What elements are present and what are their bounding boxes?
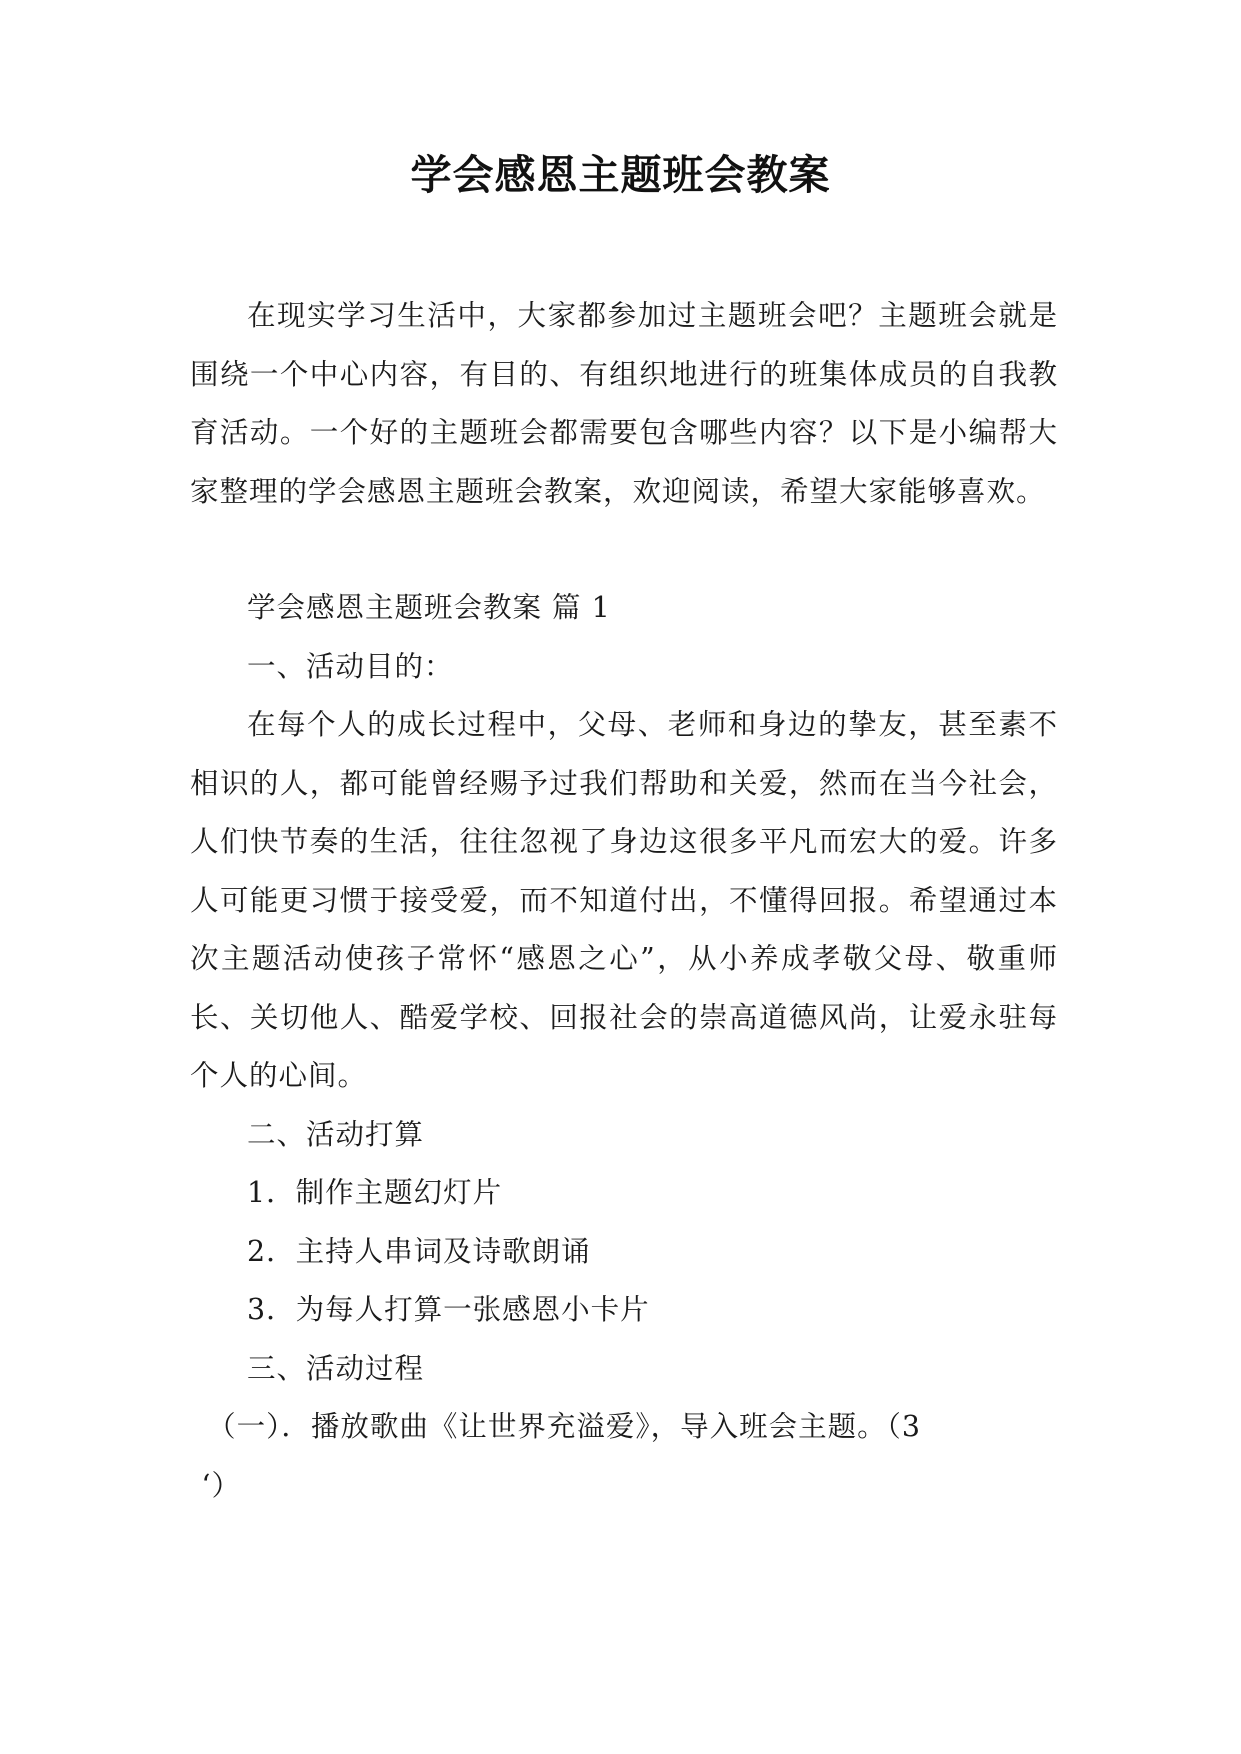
intro-paragraph: 在现实学习生活中，大家都参加过主题班会吧？主题班会就是围绕一个中心内容，有目的、有组织地进行的班集体成员的自我教育活动。一个好的主题班会都需要包含哪些内容？以下是小编帮大家整理的学会感恩主题班会教案，欢迎阅读，希望大家能够喜欢。 [190,299,1058,508]
process-heading: 三、活动过程 [247,1351,425,1385]
section-heading: 学会感恩主题班会教案 篇 1 [247,591,611,624]
prep-item: 2．主持人串词及诗歌朗诵 [247,1234,591,1268]
prep-heading: 二、活动打算 [247,1117,425,1151]
purpose-paragraph: 在每个人的成长过程中，父母、老师和身边的挚友，甚至素不相识的人，都可能曾经赐予过我们帮助和关爱，然而在当今社会，人们快节奏的生活，往往忽视了身边这很多平凡而宏大的爱。许多人可能更习惯于接受爱，而不知道付出，不懂得回报。希望通过本次主题活动使孩子常怀“感恩之心”，从小养成孝敬父母、敬重师长、关切他人、酷爱学校、回报社会的崇高道德风尚，让爱永驻每个人的心间。 [190,708,1058,1092]
section-spacer [190,521,1058,579]
process-step: （一）．播放歌曲《让世界充溢爱》，导入班会主题。（3 [207,1410,921,1443]
document-title: 学会感恩主题班会教案 [410,151,831,199]
purpose-heading: 一、活动目的： [247,649,454,683]
document-body [190,287,1058,1515]
prep-item: 3．为每人打算一张感恩小卡片 [247,1293,650,1326]
process-step-continuation: ‘） [201,1468,241,1502]
prep-item: 1．制作主题幻灯片 [247,1176,503,1209]
